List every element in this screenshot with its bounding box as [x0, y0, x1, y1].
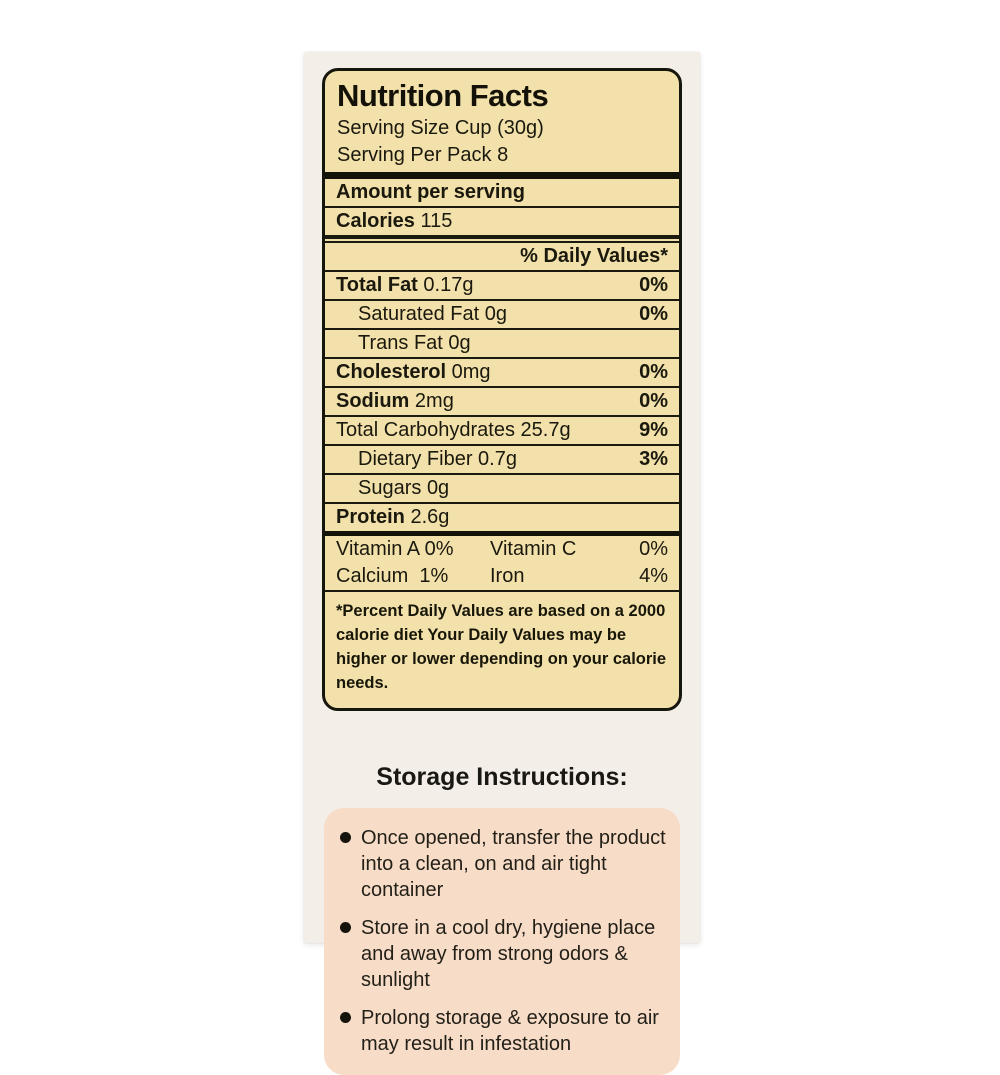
- nutrient-text: Dietary Fiber 0.7g: [358, 448, 517, 471]
- iron-cell: Iron 4%: [490, 565, 668, 588]
- calories-value: 115: [420, 210, 453, 233]
- nutrition-facts-panel: [322, 68, 682, 711]
- bullet-dot-icon: [340, 922, 351, 933]
- storage-item-text: Store in a cool dry, hygiene place and away from strong odors & sunlight: [361, 917, 656, 992]
- vitamin-row-1: [325, 536, 679, 563]
- storage-instructions-panel: [324, 808, 680, 1075]
- daily-value: 0%: [639, 274, 668, 297]
- nutrition-header: [325, 71, 679, 172]
- storage-list-item: [340, 825, 666, 903]
- storage-list-item: [340, 1005, 666, 1057]
- nutrient-text: Sugars 0g: [358, 477, 450, 500]
- nutrient-text: Cholesterol 0mg: [336, 361, 491, 384]
- daily-value: 0%: [639, 361, 668, 384]
- thick-divider: [325, 172, 679, 179]
- vitamin-a-text: Vitamin A 0%: [336, 538, 454, 561]
- daily-value: 9%: [639, 419, 668, 442]
- nutrition-title: Nutrition Facts: [337, 78, 549, 113]
- nutrient-row-saturated-fat: [325, 301, 679, 330]
- nutrient-row-sodium: [325, 388, 679, 417]
- nutrient-row-dietary-fiber: [325, 446, 679, 475]
- amount-per-serving-row: [325, 179, 679, 208]
- nutrient-row-total-carbohydrates: [325, 417, 679, 446]
- nutrient-text: Sodium 2mg: [336, 390, 454, 413]
- serving-size-text: Serving Size Cup (30g): [337, 116, 544, 139]
- nutrient-row-total-fat: [325, 272, 679, 301]
- calories-text: Calories 115: [336, 210, 453, 233]
- storage-item-text: Once opened, transfer the product into a clean, on and air tight container: [361, 827, 666, 902]
- nutrient-row-cholesterol: [325, 359, 679, 388]
- nutrient-text: Trans Fat 0g: [358, 332, 471, 355]
- daily-value: 0%: [639, 303, 668, 326]
- bullet-dot-icon: [340, 1012, 351, 1023]
- daily-values-header: % Daily Values*: [520, 245, 668, 268]
- nutrient-text: Saturated Fat 0g: [358, 303, 507, 326]
- vitamin-row-2: [325, 563, 679, 592]
- nutrient-row-trans-fat: [325, 330, 679, 359]
- product-package-back-panel: [304, 52, 700, 1056]
- nutrient-text: Total Carbohydrates 25.7g: [336, 419, 571, 442]
- storage-instructions-title: Storage Instructions:: [376, 763, 628, 792]
- daily-values-footnote: *Percent Daily Values are based on a 2000 calorie diet Your Daily Values may be higher or lower depending on your calorie needs.: [336, 602, 667, 693]
- daily-value: 3%: [639, 448, 668, 471]
- storage-item-text: Prolong storage & exposure to air may result in infestation: [361, 1007, 659, 1056]
- nutrient-text: Protein 2.6g: [336, 506, 450, 529]
- daily-value: 0%: [639, 390, 668, 413]
- amount-per-serving-label: Amount per serving: [336, 181, 525, 204]
- calcium-text: Calcium 1%: [336, 565, 449, 588]
- calories-row: [325, 208, 679, 237]
- storage-list-item: [340, 915, 666, 993]
- serving-per-pack-text: Serving Per Pack 8: [337, 143, 509, 166]
- vitamin-c-cell: Vitamin C 0%: [490, 538, 668, 561]
- nutrient-row-protein: [325, 504, 679, 531]
- bullet-dot-icon: [340, 832, 351, 843]
- nutrient-row-sugars: [325, 475, 679, 504]
- nutrient-text: Total Fat 0.17g: [336, 274, 474, 297]
- daily-values-header-row: [325, 243, 679, 272]
